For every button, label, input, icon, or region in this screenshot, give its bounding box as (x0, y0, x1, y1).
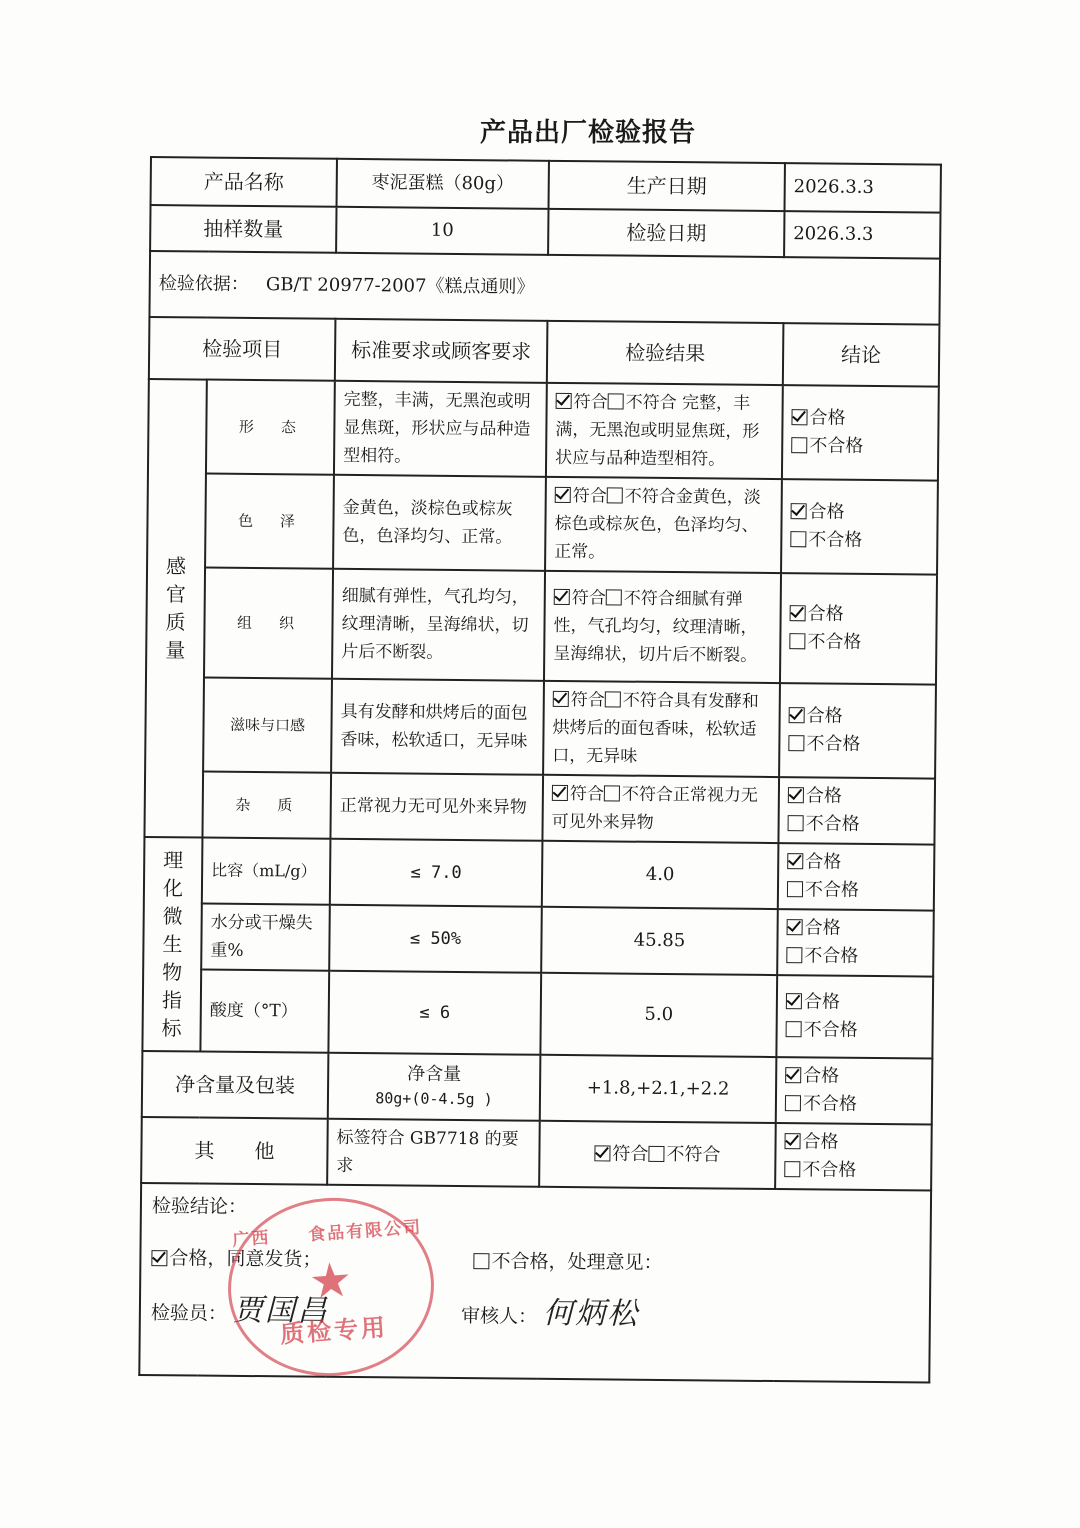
conform-checkbox-checked (554, 589, 570, 605)
inspection-table (138, 156, 942, 1384)
other-requirement: 标签符合 GB7718 的要求 (327, 1119, 540, 1187)
conclusion-cell (776, 1057, 933, 1124)
conform-checkbox-checked (556, 393, 572, 409)
fail-label: 不合格 (807, 631, 862, 653)
result-text: 细腻有弹性，气孔均匀，纹理清晰，呈海绵状，切片后不断裂。 (553, 589, 758, 666)
sensory-result (543, 681, 780, 777)
seal-center-text: 质检专用 (279, 1313, 389, 1349)
sensory-item: 杂 质 (202, 772, 331, 839)
net-content-item: 净含量及包装 (142, 1051, 329, 1119)
pass-checkbox-checked (789, 707, 805, 723)
sample-qty-value: 10 (336, 207, 548, 255)
physchem-requirement: ≤ 6 (328, 971, 541, 1055)
pass-checkbox-checked (791, 409, 807, 425)
fail-checkbox (785, 1095, 801, 1111)
nonconform-checkbox (606, 589, 622, 605)
report-title: 产品出厂检验报告 (479, 118, 696, 148)
sensory-requirement: 具有发酵和烘烤后的面包香味，松软适口，无异味 (331, 679, 544, 775)
other-result (539, 1121, 776, 1189)
final-conclusion (151, 1244, 919, 1279)
nonconform-label: 不符合 (623, 588, 675, 610)
conclusion-cell (777, 909, 934, 976)
fail-label: 不合格 (802, 1159, 857, 1181)
sensory-result (544, 571, 781, 683)
inspector-label: 检验员： (150, 1302, 228, 1325)
conform-label: 符合 (569, 784, 604, 805)
final-fail-checkbox (473, 1253, 489, 1269)
physchem-char: 指 (161, 988, 183, 1013)
physchem-item: 酸度（°T） (200, 970, 329, 1053)
fail-label: 不合格 (808, 529, 863, 551)
fail-label: 不合格 (803, 1019, 858, 1041)
sample-qty-label: 抽样数量 (150, 205, 336, 253)
net-req-line1: 净含量 (407, 1063, 462, 1086)
pass-checkbox-checked (790, 605, 806, 621)
fail-checkbox (791, 437, 807, 453)
final-fail-text: 不合格，处理意见： (491, 1250, 663, 1274)
signatures (150, 1292, 919, 1334)
conform-label: 符合 (572, 486, 607, 507)
report-sheet (138, 156, 940, 1370)
sensory-item: 色 泽 (205, 474, 334, 569)
fail-checkbox (786, 1021, 802, 1037)
pass-checkbox-checked (786, 993, 802, 1009)
conclusion-cell (778, 843, 935, 910)
conform-label: 符合 (612, 1143, 649, 1165)
pass-checkbox-checked (785, 1067, 801, 1083)
fail-label: 不合格 (806, 733, 861, 755)
physchem-requirement: ≤ 7.0 (330, 839, 543, 907)
product-name-value: 枣泥蛋糕（80g） (337, 159, 549, 209)
conclusion-cell (781, 479, 938, 574)
conclusion-cell (775, 1123, 932, 1190)
pass-checkbox-checked (791, 503, 807, 519)
physchem-char: 标 (161, 1016, 182, 1041)
physchem-char: 生 (162, 932, 183, 957)
pass-label: 合格 (805, 851, 842, 873)
conclusion-cell (782, 385, 939, 480)
inspection-date-label: 检验日期 (548, 209, 784, 257)
col-item: 检验项目 (149, 317, 336, 381)
sensory-item: 组 织 (204, 568, 333, 679)
conform-checkbox-checked (594, 1145, 610, 1161)
conform-checkbox-checked (555, 487, 571, 503)
production-date-value: 2026.3.3 (785, 163, 941, 212)
net-req-line2: 80g+(0-4.5g ) (375, 1089, 493, 1109)
inspector-signature: 贾国昌 (232, 1292, 330, 1329)
pass-label: 合格 (808, 501, 845, 523)
conclusion-label: 检验结论： (151, 1195, 248, 1218)
sensory-char: 官 (165, 582, 186, 607)
pass-checkbox-checked (787, 919, 803, 935)
col-result: 检验结果 (547, 321, 784, 385)
fail-checkbox (789, 633, 805, 649)
fail-label: 不合格 (805, 813, 860, 835)
pass-label: 合格 (802, 1131, 839, 1153)
physchem-result: 4.0 (542, 841, 779, 909)
nonconform-checkbox (604, 785, 620, 801)
pass-label: 合格 (803, 991, 841, 1013)
net-content-requirement (328, 1053, 541, 1121)
basis-value: GB/T 20977-2007《糕点通则》 (265, 274, 535, 298)
nonconform-checkbox (608, 393, 624, 409)
physchem-char: 物 (162, 960, 183, 985)
sensory-result (542, 775, 779, 843)
sensory-requirement: 细腻有弹性，气孔均匀，纹理清晰，呈海绵状，切片后不断裂。 (332, 569, 545, 681)
nonconform-label: 不符合 (624, 486, 676, 508)
physchem-item: 水分或干燥失重% (201, 904, 330, 971)
pass-label: 合格 (803, 1065, 840, 1087)
physchem-item: 比容（mL/g） (202, 838, 331, 905)
sensory-result (545, 477, 782, 573)
nonconform-checkbox (648, 1146, 664, 1162)
fail-checkbox (787, 881, 803, 897)
sensory-item: 形 态 (206, 380, 335, 475)
fail-checkbox (788, 815, 804, 831)
fail-checkbox (788, 735, 804, 751)
other-item: 其 他 (141, 1117, 328, 1185)
pass-checkbox-checked (787, 853, 803, 869)
final-pass-text: 合格，同意发货； (169, 1247, 322, 1271)
reviewer-label: 审核人： (460, 1305, 538, 1328)
result-text: 完整，丰满，无黑泡或明显焦斑，形状应与品种造型相符。 (555, 393, 760, 470)
pass-checkbox-checked (788, 787, 804, 803)
physchem-result: 45.85 (541, 907, 778, 975)
conform-checkbox-checked (553, 691, 569, 707)
conclusion-cell (778, 777, 935, 844)
pass-checkbox-checked (784, 1133, 800, 1149)
product-name-label: 产品名称 (151, 157, 337, 207)
result-text: 具有发酵和烘烤后的面包香味，松软适口，无异味 (552, 691, 759, 767)
pass-label: 合格 (806, 705, 843, 727)
sensory-group-label (144, 379, 206, 838)
conclusion-cell (779, 683, 936, 778)
reviewer-signature: 何炳松 (542, 1295, 640, 1332)
fail-checkbox (786, 947, 802, 963)
pass-label: 合格 (809, 407, 846, 429)
seal-ring-text: 广西 食品有限公司 (231, 1217, 423, 1251)
nonconform-label: 不符合 (666, 1144, 721, 1166)
result-text: 金黄色，淡棕色或棕灰色，色泽均匀、正常。 (554, 487, 761, 563)
nonconform-checkbox (607, 487, 623, 503)
pass-label: 合格 (804, 917, 841, 939)
net-content-result: +1.8,+2.1,+2.2 (540, 1055, 777, 1123)
nonconform-checkbox (605, 691, 621, 707)
fail-label: 不合格 (804, 879, 860, 901)
fail-label: 不合格 (802, 1093, 858, 1115)
conform-label: 符合 (571, 588, 606, 609)
final-pass-checkbox-checked (151, 1250, 167, 1266)
pass-label: 合格 (805, 785, 842, 807)
footer-cell (139, 1183, 931, 1383)
fail-checkbox (784, 1161, 800, 1177)
sensory-item: 滋味与口感 (203, 678, 332, 773)
nonconform-label: 不符合 (621, 784, 673, 806)
sensory-requirement: 完整，丰满，无黑泡或明显焦斑，形状应与品种造型相符。 (334, 381, 547, 477)
nonconform-label: 不符合 (622, 690, 674, 712)
physchem-char: 理 (163, 848, 184, 873)
sensory-char: 感 (165, 554, 187, 579)
basis-label: 检验依据： (158, 273, 249, 295)
conclusion-cell (776, 975, 933, 1058)
seal-star-icon: ★ (307, 1251, 354, 1311)
conform-label: 符合 (573, 392, 608, 413)
physchem-char: 微 (162, 904, 183, 929)
physchem-char: 化 (162, 876, 184, 901)
col-requirement: 标准要求或顾客要求 (335, 319, 548, 383)
sensory-char: 质 (165, 610, 186, 635)
physchem-requirement: ≤ 50% (329, 905, 542, 973)
inspection-basis (149, 251, 940, 325)
nonconform-label: 不符合 (625, 392, 677, 414)
conclusion-cell (780, 573, 937, 684)
sensory-char: 量 (165, 638, 186, 663)
fail-label: 不合格 (804, 945, 859, 967)
fail-label: 不合格 (809, 435, 864, 457)
physchem-result: 5.0 (540, 973, 777, 1057)
col-conclusion: 结论 (783, 323, 940, 386)
physchem-group-label (142, 837, 202, 1052)
fail-checkbox (790, 531, 806, 547)
sensory-result (546, 383, 783, 479)
sensory-requirement: 正常视力无可见外来异物 (330, 773, 543, 841)
pass-label: 合格 (807, 603, 844, 625)
production-date-label: 生产日期 (549, 161, 785, 211)
inspection-date-value: 2026.3.3 (784, 211, 940, 258)
conform-checkbox-checked (552, 785, 568, 801)
sensory-requirement: 金黄色，淡棕色或棕灰色，色泽均匀、正常。 (333, 475, 546, 571)
conform-label: 符合 (570, 690, 605, 711)
result-text: 正常视力无可见外来异物 (551, 785, 758, 833)
